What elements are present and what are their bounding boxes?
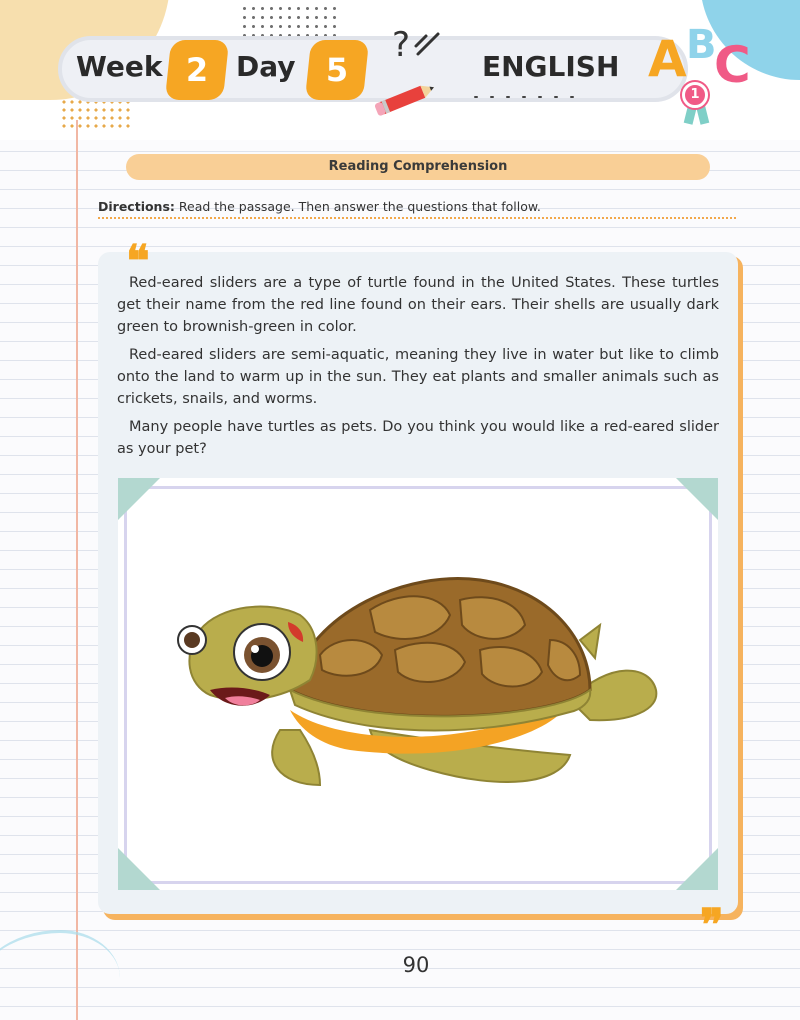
notebook-margin-line [76,120,78,1020]
passage-paragraph: Red-eared sliders are a type of turtle found in the United States. These turtles get their name from the red line found on their ears. Their shells are usually dark green to brownish-green in color. [117,275,719,335]
dot-row [468,93,578,101]
directions [98,199,736,219]
directions-text: Read the passage. Then answer the questions that follow. [178,199,541,214]
week-number: 2 [185,51,209,89]
turtle-illustration [170,570,670,830]
subject-title: ENGLISH [482,50,620,83]
passage-paragraph: Red-eared sliders are semi-aquatic, meaning they live in water but like to climb onto the land to warm up in the sun. They eat plants and smaller animals such as crickets, snails, and worms. [117,347,719,407]
day-number: 5 [325,51,349,89]
letter-b: B [686,22,717,68]
question-mark-icon [390,24,442,64]
directions-label: Directions: [98,199,175,214]
letter-a: A [648,30,687,88]
open-quote-icon: ❝ [126,236,150,287]
pencil-icon [370,78,442,118]
footer-decoration [0,930,120,1020]
letter-c: C [714,36,751,94]
dot-pattern [60,98,130,128]
passage-text [117,272,719,466]
page-number: 90 [402,953,430,977]
week-label: Week [76,50,163,83]
close-quote-icon: ❞ [700,900,724,951]
passage-paragraph: Many people have turtles as pets. Do you think you would like a red-eared slider as your pet? [117,419,719,457]
section-title: Reading Comprehension [126,154,710,180]
svg-text:?: ? [392,25,411,64]
abc-medal-icon: 1 [682,82,708,108]
dot-pattern [240,4,340,38]
day-label: Day [236,50,296,83]
